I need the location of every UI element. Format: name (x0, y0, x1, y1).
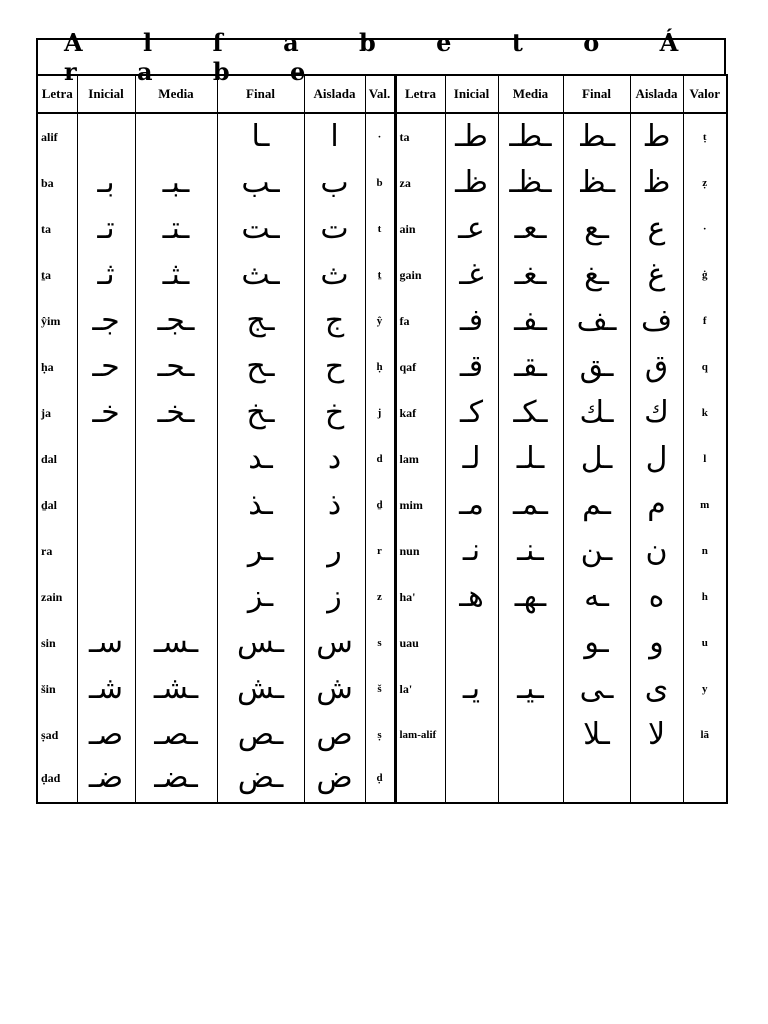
right-medial-form: ـلـ (498, 436, 563, 482)
left-letter-name: šin (37, 666, 77, 712)
left-final-form: ـث (217, 252, 304, 298)
left-isolated-form: ض (304, 758, 365, 803)
right-initial-form (445, 620, 498, 666)
table-row (37, 574, 727, 620)
right-initial-form (445, 712, 498, 758)
right-transliteration: ṭ (683, 113, 727, 160)
table-row (37, 390, 727, 436)
col-header-inicial: Inicial (77, 75, 135, 113)
right-transliteration: u (683, 620, 727, 666)
left-transliteration: ḍ (365, 758, 395, 803)
right-final-form: ـه (563, 574, 630, 620)
right-medial-form: ـمـ (498, 482, 563, 528)
col-header-valor-right: Valor (683, 75, 727, 113)
left-final-form: ـر (217, 528, 304, 574)
left-final-form: ـذ (217, 482, 304, 528)
table-row (37, 298, 727, 344)
right-isolated-form: ه (630, 574, 683, 620)
right-initial-form: عـ (445, 206, 498, 252)
table-row (37, 528, 727, 574)
left-initial-form (77, 436, 135, 482)
right-initial-form: هـ (445, 574, 498, 620)
right-transliteration: f (683, 298, 727, 344)
right-initial-form: نـ (445, 528, 498, 574)
right-initial-form: فـ (445, 298, 498, 344)
left-medial-form: ـصـ (135, 712, 217, 758)
left-isolated-form: ت (304, 206, 365, 252)
right-medial-form (498, 620, 563, 666)
left-medial-form: ـسـ (135, 620, 217, 666)
left-medial-form: ـشـ (135, 666, 217, 712)
right-isolated-form: ف (630, 298, 683, 344)
right-transliteration: q (683, 344, 727, 390)
right-initial-form: ظـ (445, 160, 498, 206)
left-isolated-form: ص (304, 712, 365, 758)
left-letter-name: zain (37, 574, 77, 620)
col-header-letra: Letra (37, 75, 77, 113)
left-isolated-form: خ (304, 390, 365, 436)
right-transliteration: k (683, 390, 727, 436)
right-letter-name: qaf (395, 344, 445, 390)
left-final-form: ـز (217, 574, 304, 620)
right-medial-form: ـفـ (498, 298, 563, 344)
left-transliteration: j (365, 390, 395, 436)
left-isolated-form: ر (304, 528, 365, 574)
col-header-inicial-right: Inicial (445, 75, 498, 113)
left-isolated-form: س (304, 620, 365, 666)
right-letter-name: za (395, 160, 445, 206)
right-transliteration: ẓ (683, 160, 727, 206)
right-letter-name: lam (395, 436, 445, 482)
right-final-form: ـط (563, 113, 630, 160)
left-final-form: ـت (217, 206, 304, 252)
table-row (37, 666, 727, 712)
right-final-form: ـف (563, 298, 630, 344)
right-final-form: ـن (563, 528, 630, 574)
table-row (37, 482, 727, 528)
right-transliteration (683, 758, 727, 803)
right-final-form: ـى (563, 666, 630, 712)
col-header-aislada: Aislada (304, 75, 365, 113)
left-transliteration: z (365, 574, 395, 620)
right-final-form: ـق (563, 344, 630, 390)
right-letter-name: gain (395, 252, 445, 298)
left-transliteration: d (365, 436, 395, 482)
left-initial-form: ثـ (77, 252, 135, 298)
left-initial-form: ضـ (77, 758, 135, 803)
left-initial-form: تـ (77, 206, 135, 252)
left-final-form: ـض (217, 758, 304, 803)
left-medial-form (135, 436, 217, 482)
left-transliteration: r (365, 528, 395, 574)
right-medial-form (498, 758, 563, 803)
right-final-form: ـم (563, 482, 630, 528)
left-medial-form: ـتـ (135, 206, 217, 252)
col-header-aislada-right: Aislada (630, 75, 683, 113)
right-medial-form: ـهـ (498, 574, 563, 620)
right-isolated-form: و (630, 620, 683, 666)
left-transliteration: b (365, 160, 395, 206)
right-isolated-form: ق (630, 344, 683, 390)
right-letter-name: ta (395, 113, 445, 160)
right-isolated-form: ظ (630, 160, 683, 206)
right-isolated-form: غ (630, 252, 683, 298)
table-row (37, 620, 727, 666)
right-transliteration: m (683, 482, 727, 528)
left-letter-name: ṯa (37, 252, 77, 298)
table-row (37, 712, 727, 758)
right-medial-form: ـعـ (498, 206, 563, 252)
left-isolated-form: ز (304, 574, 365, 620)
left-final-form: ـخ (217, 390, 304, 436)
table-row (37, 758, 727, 803)
right-letter-name (395, 758, 445, 803)
right-final-form: ـل (563, 436, 630, 482)
left-transliteration: ḏ (365, 482, 395, 528)
left-medial-form: ـضـ (135, 758, 217, 803)
table-row (37, 160, 727, 206)
col-header-media: Media (135, 75, 217, 113)
left-letter-name: ba (37, 160, 77, 206)
left-letter-name: dal (37, 436, 77, 482)
left-letter-name: alif (37, 113, 77, 160)
right-initial-form: قـ (445, 344, 498, 390)
left-transliteration: · (365, 113, 395, 160)
right-transliteration: ġ (683, 252, 727, 298)
left-isolated-form: ح (304, 344, 365, 390)
right-isolated-form: ك (630, 390, 683, 436)
col-header-letra-right: Letra (395, 75, 445, 113)
right-letter-name: uau (395, 620, 445, 666)
right-final-form: ـظ (563, 160, 630, 206)
right-medial-form: ـكـ (498, 390, 563, 436)
left-letter-name: ta (37, 206, 77, 252)
alphabet-sheet (36, 28, 726, 804)
right-isolated-form: ل (630, 436, 683, 482)
right-final-form: ـو (563, 620, 630, 666)
left-initial-form: بـ (77, 160, 135, 206)
left-medial-form: ـثـ (135, 252, 217, 298)
right-medial-form: ـغـ (498, 252, 563, 298)
table-row (37, 344, 727, 390)
left-transliteration: ḥ (365, 344, 395, 390)
right-transliteration: lā (683, 712, 727, 758)
left-medial-form: ـحـ (135, 344, 217, 390)
right-letter-name: nun (395, 528, 445, 574)
col-header-final: Final (217, 75, 304, 113)
col-header-media-right: Media (498, 75, 563, 113)
right-transliteration: n (683, 528, 727, 574)
left-letter-name: ḍad (37, 758, 77, 803)
right-initial-form: كـ (445, 390, 498, 436)
right-transliteration: y (683, 666, 727, 712)
left-letter-name: ŷim (37, 298, 77, 344)
left-initial-form (77, 528, 135, 574)
right-initial-form (445, 758, 498, 803)
left-medial-form (135, 113, 217, 160)
left-medial-form: ـجـ (135, 298, 217, 344)
alphabet-table (36, 74, 728, 804)
sheet-title: A l f a b e t o Á r a b e (36, 38, 726, 74)
left-letter-name: ja (37, 390, 77, 436)
left-medial-form (135, 482, 217, 528)
left-final-form: ـا (217, 113, 304, 160)
left-transliteration: ṯ (365, 252, 395, 298)
right-isolated-form: ى (630, 666, 683, 712)
left-letter-name: ḥa (37, 344, 77, 390)
right-isolated-form: م (630, 482, 683, 528)
left-medial-form: ـخـ (135, 390, 217, 436)
right-initial-form: لـ (445, 436, 498, 482)
left-initial-form: سـ (77, 620, 135, 666)
left-transliteration: š (365, 666, 395, 712)
right-letter-name: fa (395, 298, 445, 344)
left-isolated-form: ش (304, 666, 365, 712)
right-medial-form: ـظـ (498, 160, 563, 206)
left-medial-form (135, 574, 217, 620)
left-initial-form: جـ (77, 298, 135, 344)
right-medial-form: ـطـ (498, 113, 563, 160)
left-initial-form (77, 113, 135, 160)
left-isolated-form: ث (304, 252, 365, 298)
right-isolated-form: ن (630, 528, 683, 574)
right-letter-name: lam-alif (395, 712, 445, 758)
left-medial-form (135, 528, 217, 574)
table-row (37, 252, 727, 298)
left-isolated-form: د (304, 436, 365, 482)
right-final-form: ـع (563, 206, 630, 252)
right-medial-form: ـنـ (498, 528, 563, 574)
left-letter-name: ṣad (37, 712, 77, 758)
right-isolated-form: لا (630, 712, 683, 758)
right-initial-form: يـ (445, 666, 498, 712)
right-isolated-form (630, 758, 683, 803)
right-letter-name: ain (395, 206, 445, 252)
right-transliteration: · (683, 206, 727, 252)
right-transliteration: l (683, 436, 727, 482)
right-final-form: ـغ (563, 252, 630, 298)
left-initial-form (77, 574, 135, 620)
left-final-form: ـج (217, 298, 304, 344)
right-medial-form: ـقـ (498, 344, 563, 390)
right-isolated-form: ع (630, 206, 683, 252)
left-final-form: ـب (217, 160, 304, 206)
table-row (37, 436, 727, 482)
left-isolated-form: ذ (304, 482, 365, 528)
left-transliteration: s (365, 620, 395, 666)
right-initial-form: غـ (445, 252, 498, 298)
left-medial-form: ـبـ (135, 160, 217, 206)
left-initial-form: خـ (77, 390, 135, 436)
left-initial-form: حـ (77, 344, 135, 390)
left-initial-form (77, 482, 135, 528)
left-transliteration: ŷ (365, 298, 395, 344)
col-header-val: Val. (365, 75, 395, 113)
left-final-form: ـص (217, 712, 304, 758)
right-initial-form: مـ (445, 482, 498, 528)
left-final-form: ـح (217, 344, 304, 390)
left-isolated-form: ج (304, 298, 365, 344)
left-isolated-form: ا (304, 113, 365, 160)
right-letter-name: kaf (395, 390, 445, 436)
right-final-form: ـك (563, 390, 630, 436)
right-medial-form (498, 712, 563, 758)
right-final-form: ـلا (563, 712, 630, 758)
left-transliteration: t (365, 206, 395, 252)
left-initial-form: شـ (77, 666, 135, 712)
right-letter-name: mim (395, 482, 445, 528)
table-row (37, 206, 727, 252)
left-final-form: ـس (217, 620, 304, 666)
left-final-form: ـش (217, 666, 304, 712)
left-letter-name: sin (37, 620, 77, 666)
right-isolated-form: ط (630, 113, 683, 160)
left-letter-name: ḏal (37, 482, 77, 528)
left-isolated-form: ب (304, 160, 365, 206)
right-letter-name: ha' (395, 574, 445, 620)
right-final-form (563, 758, 630, 803)
right-letter-name: la' (395, 666, 445, 712)
table-row (37, 113, 727, 160)
right-medial-form: ـيـ (498, 666, 563, 712)
col-header-final-right: Final (563, 75, 630, 113)
right-transliteration: h (683, 574, 727, 620)
left-transliteration: ṣ (365, 712, 395, 758)
left-final-form: ـد (217, 436, 304, 482)
left-letter-name: ra (37, 528, 77, 574)
right-initial-form: طـ (445, 113, 498, 160)
left-initial-form: صـ (77, 712, 135, 758)
